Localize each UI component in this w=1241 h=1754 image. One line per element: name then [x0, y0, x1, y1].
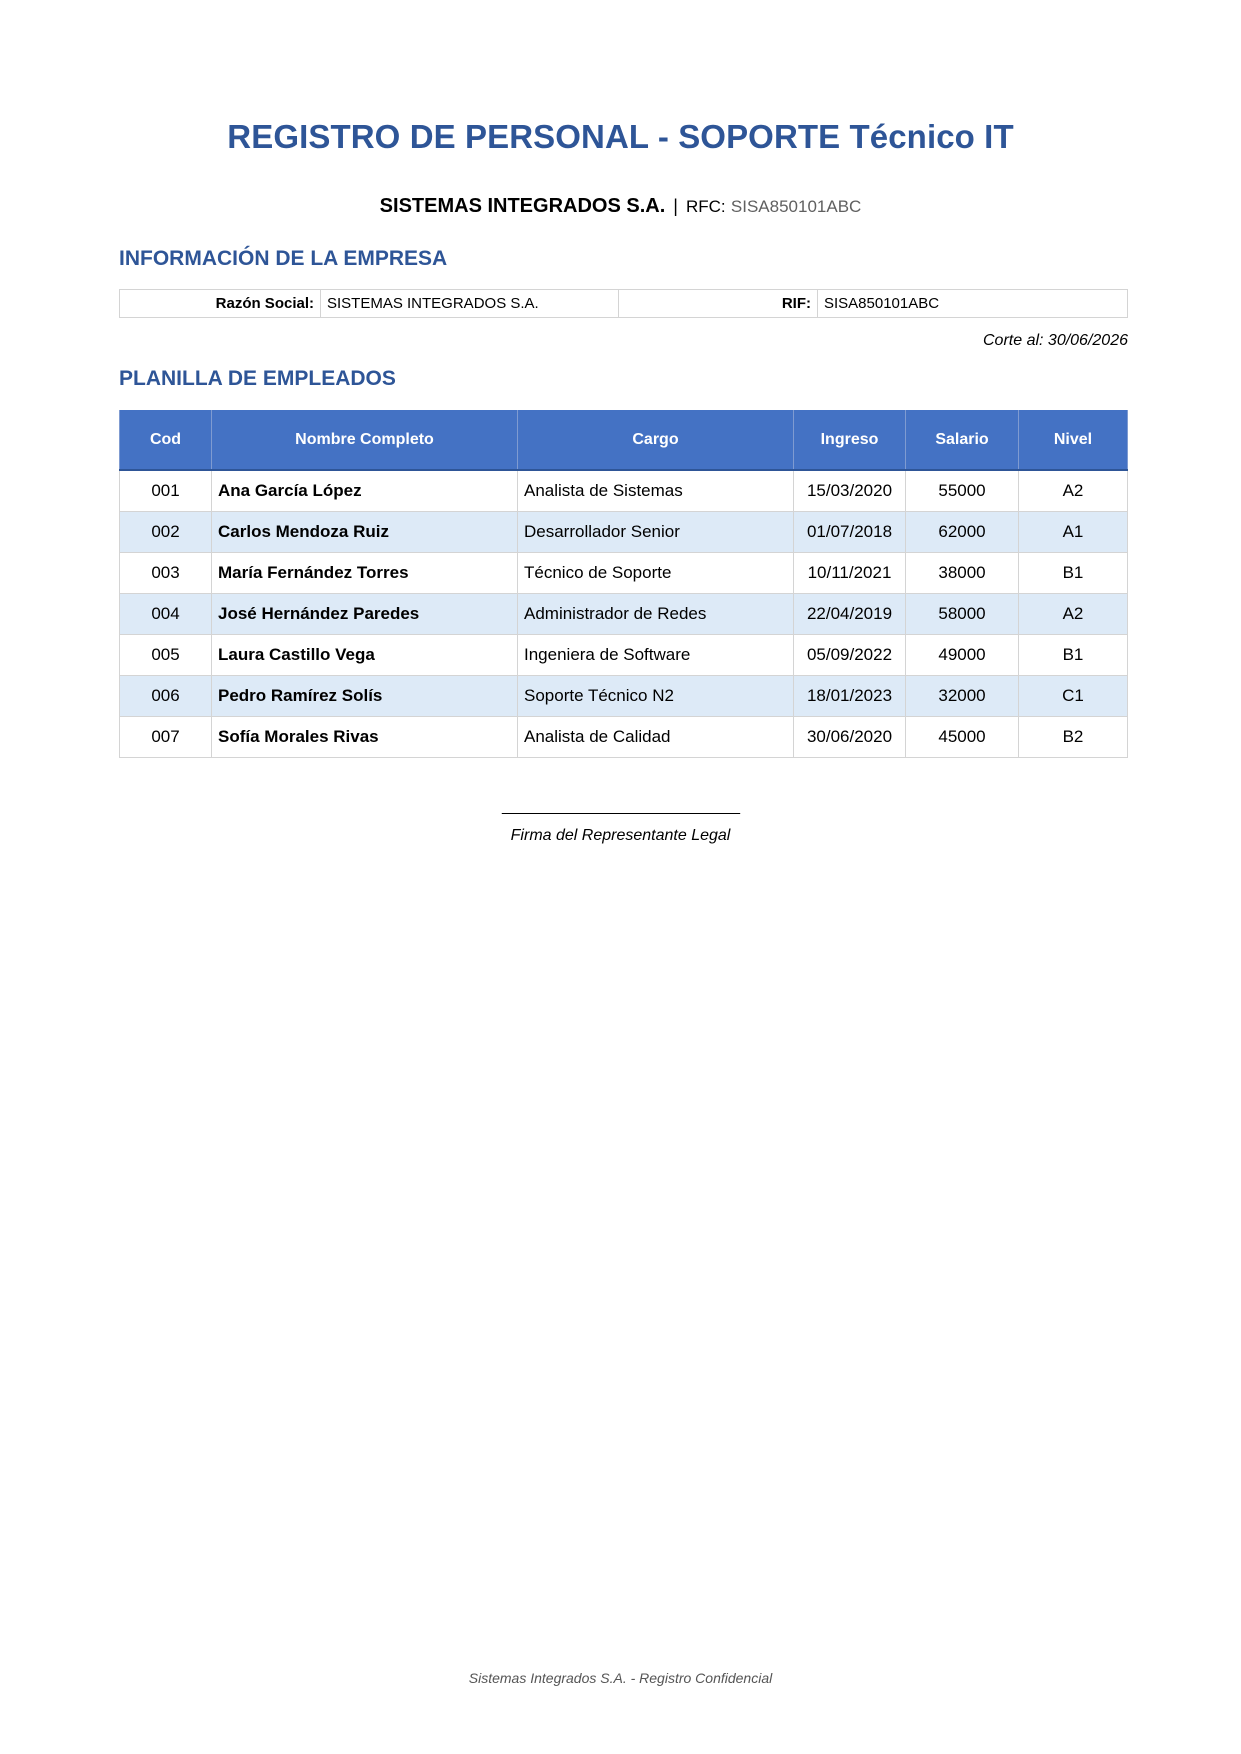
cell-cargo: Analista de Sistemas — [518, 470, 794, 512]
cell-cod: 004 — [120, 594, 212, 635]
table-row — [120, 717, 1128, 758]
company-info-heading: INFORMACIÓN DE LA EMPRESA — [119, 247, 448, 270]
col-header-nivel: Nivel — [1019, 410, 1128, 470]
col-header-cod: Cod — [120, 410, 212, 470]
cell-salario: 62000 — [906, 512, 1019, 553]
cell-cod: 005 — [120, 635, 212, 676]
cell-salario: 58000 — [906, 594, 1019, 635]
employees-heading: PLANILLA DE EMPLEADOS — [119, 367, 396, 390]
cell-nombre: José Hernández Paredes — [212, 594, 518, 635]
cell-nivel: A1 — [1019, 512, 1128, 553]
rif-label: RIF: — [619, 290, 818, 318]
cutoff-date: Corte al: 30/06/2026 — [983, 332, 1128, 349]
cell-ingreso: 30/06/2020 — [794, 717, 906, 758]
cell-cod: 002 — [120, 512, 212, 553]
company-info-table — [119, 289, 1128, 318]
cell-cargo: Analista de Calidad — [518, 717, 794, 758]
cell-cargo: Ingeniera de Software — [518, 635, 794, 676]
cell-cod: 003 — [120, 553, 212, 594]
employees-table — [119, 410, 1128, 758]
cell-nivel: A2 — [1019, 594, 1128, 635]
col-header-nombre: Nombre Completo — [212, 410, 518, 470]
cell-salario: 55000 — [906, 470, 1019, 512]
document-title: REGISTRO DE PERSONAL - SOPORTE Técnico IT — [227, 118, 1014, 155]
razon-social-label: Razón Social: — [120, 290, 321, 318]
table-header-row — [120, 410, 1128, 470]
cell-nivel: A2 — [1019, 470, 1128, 512]
cell-salario: 38000 — [906, 553, 1019, 594]
col-header-salario: Salario — [906, 410, 1019, 470]
cell-nombre: Sofía Morales Rivas — [212, 717, 518, 758]
cell-nombre: Ana García López — [212, 470, 518, 512]
cell-nivel: C1 — [1019, 676, 1128, 717]
cell-nivel: B1 — [1019, 553, 1128, 594]
cell-cod: 007 — [120, 717, 212, 758]
cell-cod: 001 — [120, 470, 212, 512]
cell-cargo: Técnico de Soporte — [518, 553, 794, 594]
cell-ingreso: 05/09/2022 — [794, 635, 906, 676]
company-name: SISTEMAS INTEGRADOS S.A. — [379, 195, 666, 217]
cell-salario: 45000 — [906, 717, 1019, 758]
cell-ingreso: 01/07/2018 — [794, 512, 906, 553]
page-footer: Sistemas Integrados S.A. - Registro Confidencial — [468, 1670, 773, 1686]
table-row — [120, 553, 1128, 594]
cell-nombre: Laura Castillo Vega — [212, 635, 518, 676]
company-info-row — [120, 290, 1128, 318]
cell-nombre: Carlos Mendoza Ruiz — [212, 512, 518, 553]
cell-cargo: Soporte Técnico N2 — [518, 676, 794, 717]
header-separator: | — [673, 196, 678, 216]
table-row — [120, 676, 1128, 717]
cell-cargo: Administrador de Redes — [518, 594, 794, 635]
cell-ingreso: 15/03/2020 — [794, 470, 906, 512]
razon-social-value: SISTEMAS INTEGRADOS S.A. — [321, 290, 619, 318]
cell-nivel: B2 — [1019, 717, 1128, 758]
rif-value: SISA850101ABC — [818, 290, 1128, 318]
cell-cargo: Desarrollador Senior — [518, 512, 794, 553]
signature-label: Firma del Representante Legal — [510, 827, 731, 844]
cell-ingreso: 18/01/2023 — [794, 676, 906, 717]
cell-ingreso: 10/11/2021 — [794, 553, 906, 594]
rfc-value: SISA850101ABC — [730, 197, 862, 216]
cell-salario: 32000 — [906, 676, 1019, 717]
cell-nombre: María Fernández Torres — [212, 553, 518, 594]
cell-cod: 006 — [120, 676, 212, 717]
cell-nivel: B1 — [1019, 635, 1128, 676]
table-row — [120, 635, 1128, 676]
cell-ingreso: 22/04/2019 — [794, 594, 906, 635]
signature-line: ______________________________ — [502, 798, 739, 815]
cell-nombre: Pedro Ramírez Solís — [212, 676, 518, 717]
table-row — [120, 594, 1128, 635]
col-header-ingreso: Ingreso — [794, 410, 906, 470]
cell-salario: 49000 — [906, 635, 1019, 676]
company-header — [0, 195, 1241, 218]
col-header-cargo: Cargo — [518, 410, 794, 470]
rfc-label: RFC: — [685, 197, 726, 216]
table-row — [120, 470, 1128, 512]
table-row — [120, 512, 1128, 553]
